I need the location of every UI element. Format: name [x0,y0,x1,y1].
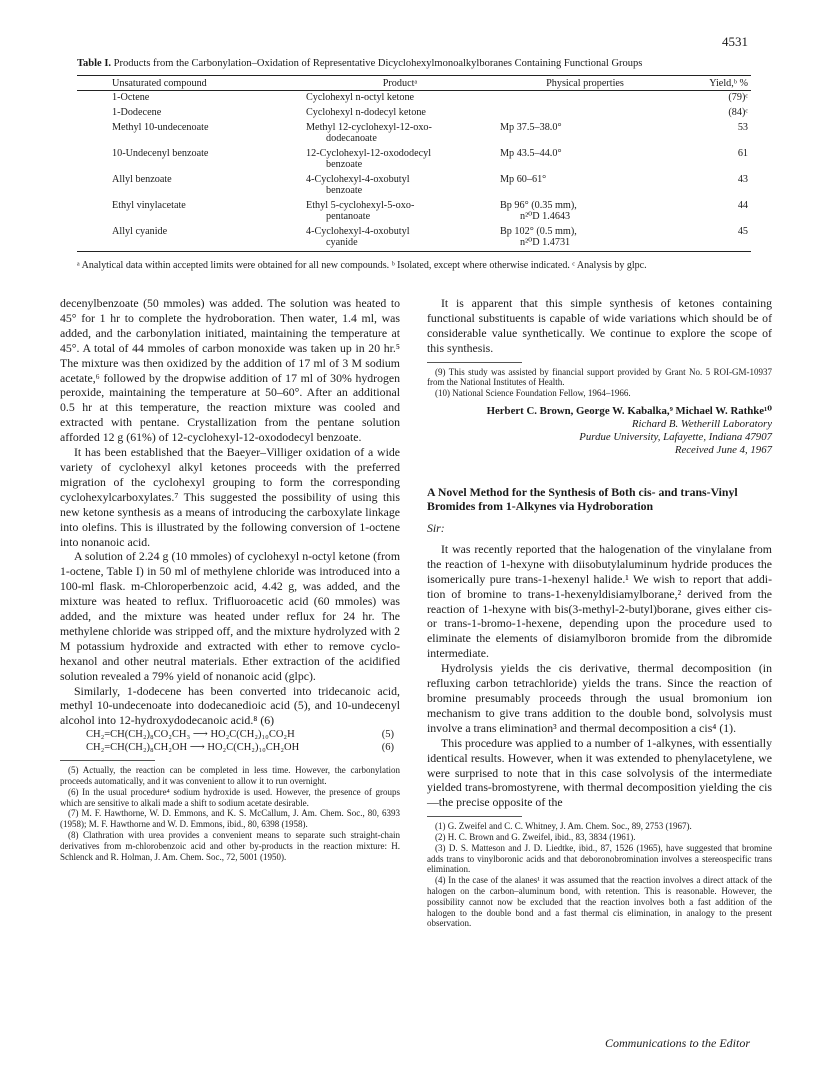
product-line: dodecanoate [326,133,377,144]
product-line: Cyclohexyl n-dodecyl ketone [306,107,426,118]
table-footnote: ᵃ Analytical data within accepted limits were obtained for all new compounds. ᵇ Isolated, except where otherwise indicated. ᶜ Analysis by glpc. [77,260,647,271]
running-footer: Communications to the Editor [605,1036,750,1050]
left-paragraph-3: A solution of 2.24 g (10 mmoles) of cyclohexyl n-octyl ketone (from 1-octene, Table I) in 50 ml of methylene chloride was introduced into a 100-ml flask. m-Chloroperbenzoic acid, 4.42 g, was added, and the mixture was heated to reflux. Trifluoroacetic acid (60 mmoles) was added, and the mixture was heated under reflux for 24 hr. The methylene chloride was stripped off, and the mixture hydrolyzed with 2 M potassium hydroxide and extracted with ether to remove cyclohexanol and other neutral materials. Ether extraction of the acidified solution revealed a 79% yield of nonanoic acid (glpc). [60,549,400,683]
footnote-7: (7) M. F. Hawthorne, W. D. Emmons, and K. S. McCallum, J. Am. Chem. Soc., 80, 6393 (1958); M. F. Hawthorne and W. D. Emmons, ibid., 80, 6398 (1958). [60,808,400,830]
left-paragraph-1: decenylbenzoate (50 mmoles) was added. The solution was heated to 45° for 1 hr to complete the hydroboration. Then water, 1.4 ml, was added, and the carbonylation initiated, maintaining the temperature at 45°. A total of 44 mmoles of carbon monoxide was taken up in 20 hr.⁵ The mixture was then oxidized by the addition of 17 ml of 3 M sodium acetate,⁶ followed by the dropwise addition of 17 ml of 30% hydrogen peroxide, maintaining the temperature at 50–60°. After an additional 0.5 hr at this temperature, the reaction mixture was cooled and extracted with pentane. Crystallization from the pentane solution afforded 12 g (61%) of 12-cyclohexyl-12-oxododecyl benzoate. [60,296,400,445]
footnote-6: (6) In the usual procedure⁴ sodium hydroxide is used. However, the presence of groups which are sensitive to alkali made a shift to sodium acetate desirable. [60,786,400,808]
cell-physical [497,225,673,252]
footnote-divider [60,760,155,761]
cell-physical [497,199,673,225]
cell-unsaturated: 10-Undecenyl benzoate [112,148,209,159]
footnote-5: (5) Actually, the reaction can be completed in less time. However, the carbonylation proceeds automatically, and it was convenient to allow it to run overnight. [60,765,400,787]
cell-yield: 44 [737,200,748,211]
physical-line: n²⁰D 1.4643 [520,211,571,222]
cell-unsaturated: Allyl benzoate [112,174,172,185]
table-row [77,225,751,252]
cell-yield: 45 [673,225,751,252]
page-number: 4531 [722,34,748,49]
right-paragraph-3: Hydrolysis yields the cis derivative, thermal decomposition (in refluxing carbon tetrachloride) yields the trans. Since the reaction of bromine presumably proceeds through the usual bromonium ion mechanism to give trans addition to the double bond, solvolysis must involve a trans elimination³ and thermal decomposition a cis⁴ (1). [427,661,772,735]
cell-product [303,147,497,173]
physical-line: Bp 102° (0.5 mm), [500,226,577,237]
header-unsaturated: Unsaturated compound [77,76,303,91]
footnote-divider-right [427,362,522,363]
right-footnotes-top [427,367,772,399]
product-line: pentanoate [326,211,371,222]
cell-yield: (84)ᶜ [728,107,748,118]
cell-physical [497,106,673,121]
cell-physical [497,91,673,107]
cell-product [303,173,497,199]
product-line: 12-Cyclohexyl-12-oxododecyl [306,148,432,159]
footnote-9: (9) This study was assisted by financial support provided by Grant No. 5 ROI-GM-10937 from the National Institutes of Health. [427,366,772,388]
product-line: Methyl 12-cyclohexyl-12-oxo- [306,122,432,133]
cell-yield: 53 [737,122,748,133]
cell-unsaturated: Methyl 10-undecenoate [112,122,209,133]
right-paragraph-2: It was recently reported that the halogenation of the vinylalane from the reaction of 1-hexyne with diisobutylaluminum hydride produces the isomerically pure trans-1-hexenyl halide.¹ We wish to report that addition of bromine to trans-1-hexenyldisiamylborane,² derived from the reaction of 1-hexyne with bis(3-methyl-2-butyl)borane, gives either cis- or trans-1-bromo-1-hexene, depending upon the procedure used to eliminate the elements of disiamylboron bromide from the dibromide intermediate. [427,541,772,661]
ref-footnote-3: (3) D. S. Matteson and J. D. Liedtke, ibid., 87, 1526 (1965), have suggested that bromine adds trans to vinylboronic acids and that deboronobromination involves a stereospecific trans elimination. [427,842,772,875]
right-column [427,296,772,929]
product-line: benzoate [326,185,363,196]
product-line: Ethyl 5-cyclohexyl-5-oxo- [306,200,415,211]
equation-6 [60,741,400,754]
cell-product [303,225,497,252]
author-block [427,405,772,457]
right-footnotes-bottom [427,821,772,929]
cell-product [303,121,497,147]
cell-unsaturated: Ethyl vinylacetate [112,200,186,211]
table-row [77,91,751,107]
equation-6-text: CH₂=CH(CH₂)₈CH₂OH ⟶ HO₂C(CH₂)₁₀CH₂OH [86,742,300,754]
left-footnotes [60,765,400,862]
left-column [60,296,400,862]
equation-5-text: CH₂=CH(CH₂)₈CO₂CH₃ ⟶ HO₂C(CH₂)₁₀CO₂H [86,729,295,741]
ref-footnote-1: (1) G. Zweifel and C. C. Whitney, J. Am. Chem. Soc., 89, 2753 (1967). [435,821,692,832]
cell-product [303,106,497,121]
physical-line: Bp 96° (0.35 mm), [500,200,577,211]
physical-line: Mp 60–61° [500,174,547,185]
product-line: 4-Cyclohexyl-4-oxobutyl [306,174,410,185]
left-paragraph-4: Similarly, 1-dodecene has been converted into tridecanoic acid, methyl 10-undecenoate into dodecanedioic acid (5), and 10-undecenyl alcohol into 12-hydroxydodecanoic acid.⁸ (6) [60,683,400,728]
table-caption-label: Table I. [77,58,112,69]
cell-unsaturated: Allyl cyanide [77,225,303,252]
equation-5 [60,728,400,741]
cell-product [303,91,497,107]
product-line: Cyclohexyl n-octyl ketone [306,92,415,103]
ref-footnote-4: (4) In the case of the alanes¹ it was assumed that the reaction involves a direct attack of the halogen on the carbon–aluminum bond, with retention. This is reasonable. However, the possibility cannot now be excluded that the reaction involves both a fast addition of the halogen to the double bond and a fast thermal cis elimination, in analogy to the present observation. [427,875,772,929]
product-line: cyanide [326,237,358,248]
table-row [77,121,751,147]
table-row [77,147,751,173]
cell-unsaturated: 1-Octene [112,92,150,103]
table-body [77,91,751,252]
equation-6-number: (6) [381,742,394,754]
table-row [77,199,751,225]
university: Purdue University, Lafayette, Indiana 47907 [579,431,772,444]
footnote-8: (8) Clathration with urea provides a convenient means to separate such straight-chain derivatives from m-chlorobenzoic acid and other by-products in the reaction mixture: H. Schlenck and R. Holman, J. Am. Chem. Soc., 72, 5001 (1950). [60,830,400,862]
cell-physical [497,147,673,173]
physical-line: Mp 37.5–38.0° [500,122,562,133]
header-physical: Physical properties [497,76,673,91]
header-yield: Yield,ᵇ % [673,76,751,91]
product-line: 4-Cyclohexyl-4-oxobutyl [306,226,410,237]
authors: Herbert C. Brown, George W. Kabalka,⁹ Michael W. Rathke¹⁰ [486,405,772,418]
table-caption [77,58,757,69]
cell-unsaturated: 1-Dodecene [112,107,162,118]
received-date: Received June 4, 1967 [674,444,772,457]
header-product: Productᵃ [303,76,497,91]
right-paragraph-4: This procedure was applied to a number of 1-alkynes, with essentially identical results. However, when it was extended to phenylacetylene, we were surprised to note that in this case solvolysis of the intermediate yielded trans-bromostyrene, with thermal decomposition yielding the cis—the precise opposite of the [427,735,772,810]
table-row [77,106,751,121]
footnote-divider-right-2 [427,816,522,817]
article-title: A Novel Method for the Synthesis of Both cis- and trans-Vinyl Bromides from 1-Alkynes via Hydroboration [427,485,738,514]
cell-yield: 61 [737,148,748,159]
right-paragraph-1: It is apparent that this simple synthesis of ketones containing functional substituents is capable of wide variations which should be of considerable value synthetically. We continue to explore the scope of this synthesis. [427,296,772,355]
footnote-10: (10) National Science Foundation Fellow, 1964–1966. [435,388,631,399]
laboratory: Richard B. Wetherill Laboratory [631,418,772,431]
cell-yield: 43 [737,174,748,185]
products-table [77,75,751,252]
equation-5-number: (5) [381,729,394,741]
cell-physical [497,173,673,199]
cell-physical [497,121,673,147]
ref-footnote-2: (2) H. C. Brown and G. Zweifel, ibid., 83, 3834 (1961). [435,832,636,843]
cell-yield: (79)ᶜ [728,92,748,103]
left-paragraph-2: It has been established that the Baeyer–Villiger oxidation of a wide variety of cyclohexyl alkyl ketones proceeds with the preferred migration of the cyclohexyl grouping to form the corresponding cyclohexylcarboxylates.⁷ This suggested the possibility of using this new ketone synthesis as a means of introducing the carboxylate linkage into olefins. This is illustrated by the following conversion of 1-octene into nonanoic acid. [60,445,400,549]
physical-line: Mp 43.5–44.0° [500,148,562,159]
physical-line: n²⁰D 1.4731 [520,237,571,248]
table-row [77,173,751,199]
table-caption-text: Products from the Carbonylation–Oxidation of Representative Dicyclohexylmonoalkylboranes Containing Functional Groups [113,58,643,69]
cell-product [303,199,497,225]
table-header-row [77,76,751,91]
product-line: benzoate [326,159,363,170]
salutation: Sir: [427,521,445,536]
